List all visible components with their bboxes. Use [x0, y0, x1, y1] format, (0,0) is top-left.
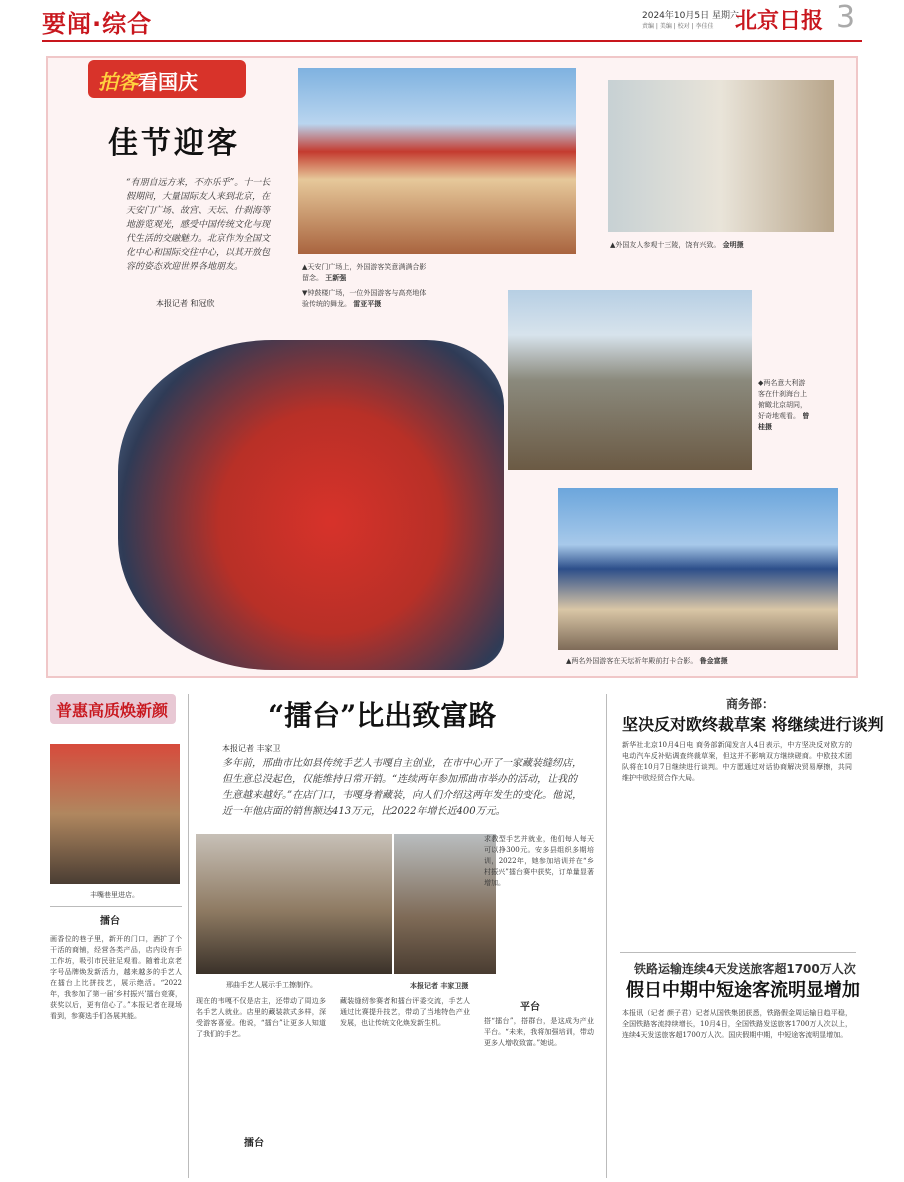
- photo-hutong-rooftop: [508, 290, 752, 470]
- main-article-author: 本报记者 丰家卫: [222, 744, 281, 753]
- news1-kicker: 商务部：: [726, 697, 775, 711]
- photo-museum-visitors: [608, 80, 834, 232]
- header-rule: [42, 40, 862, 42]
- page-number: 3: [836, 0, 856, 35]
- issue-date: 2024年10月5日 星期六: [642, 11, 739, 21]
- main-subhead-1: 擂台: [244, 1138, 264, 1149]
- main-col-2: 藏装缝纫参赛者和擂台评委交流，手艺人通过比赛提升技艺，带动了当地特色产业发展，也让传统文化焕发新生机。: [340, 997, 470, 1027]
- photo-tiananmen-group: [298, 68, 576, 254]
- news2-kicker: 铁路运输连续4天发送旅客超1700万人次: [634, 962, 856, 976]
- caption-3: ▲外国友人参观十三陵，饶有兴致。 金明摄: [610, 241, 744, 249]
- caption-1: ▲天安门广场上，外国游客笑意满满合影留念。 王新强: [302, 263, 427, 282]
- caption-4: ◆两名意大利游客在什刹海台上俯瞰北京胡同，好奇地观看。 曾桂摄: [758, 379, 810, 431]
- news-divider: [620, 952, 856, 953]
- feature-brand: [88, 60, 246, 98]
- left-subhead: 擂台: [100, 916, 120, 927]
- caption-2: ▼钟鼓楼广场，一位外国游客与高亮地体验传统的舞龙。 雷亚平摄: [302, 289, 427, 308]
- main-article-lead: 多年前，邢曲市比如县传统手艺人韦嘎自主创业，在市中心开了一家藏装缝纫店，但生意总没起色，仅能维持日常开销。“连续两年参加邢曲市举办的活动，让我的生意越来越好。”在店门口，韦嘎身着藏装，向人们介绍这两年发生的变化。他说，近一年他店面的销售额达413万元，比2022年增长近400万元。: [222, 758, 583, 817]
- section-title: 要闻·综合: [42, 10, 153, 38]
- main-photo-caption-1: 邢曲手艺人展示手工擦制作。: [226, 981, 317, 989]
- left-photo-caption: 丰嘴巷里进店。: [90, 891, 139, 899]
- main-subhead-2: 平台: [520, 1002, 540, 1013]
- section-banner: 普惠高质焕新颜: [50, 694, 176, 724]
- photo-artisans-group: [394, 834, 496, 974]
- brand-label-a: 拍客: [98, 70, 138, 94]
- main-photo-caption-2: 本报记者 丰家卫摄: [410, 981, 469, 990]
- news2-body: 本报讯（记者 颜子君）记者从国铁集团获悉，铁路假金周运输日趋平稳，全国铁路客流持续增长，10月4日，全国铁路发送旅客1700万人次以上，连续4天发送旅客超1700万人次。国庆假期中期，中短途客流明显增加。: [622, 1009, 852, 1039]
- feature-byline: 本报记者 和冠欣: [156, 299, 215, 308]
- editors-line: 责编 | 美编 | 校对 | 李佳佳: [642, 23, 714, 30]
- main-col-1: 现在的韦嘎不仅是店主，还带动了周边多名手艺人就业。店里的藏装款式多样，深受游客喜爱。他说，“擂台”让更多人知道了我们的手艺。: [196, 997, 326, 1038]
- main-article-title: “擂台”比出致富路: [268, 699, 497, 732]
- photo-costume-shop: [50, 744, 180, 884]
- caption-5: ▲两名外国游客在天坛祈年殿前打卡合影。 鲁金富摄: [566, 657, 728, 665]
- left-body: 画香位的巷子里，新开的门口，酒扩了个干活的商铺，经营各类产品，店内设有手工作坊，吸引市民驻足观看。随着北京老字号品牌焕发新活力，越来越多的手艺人在擂台上比拼技艺，展示绝活。“2022年，我参加了第一届‘乡村振兴’擂台竞赛，获奖以后，更有信心了。”本报记者在现场看到，参赛选手们各展其能。: [50, 935, 182, 1020]
- left-rule: [50, 906, 182, 907]
- news1-title: 坚决反对欧终裁草案 将继续进行谈判: [622, 715, 884, 734]
- paper-name: 北京日报: [735, 8, 824, 34]
- main-col-3: 求教型手艺并就业，他们每人每天可以挣300元。安多县组织多期培训，2022年，她参加培训并在“乡村振兴”擂台赛中获奖，订单量显著增加。: [484, 835, 594, 887]
- brand-label-b: 看国庆: [138, 70, 198, 94]
- main-col-4: 搭“擂台”，搭群台，是这成为产业平台。“未来，我将加强培训，带动更多人增收致富。”她说。: [484, 1017, 594, 1047]
- news2-title: 假日中期中短途客流明显增加: [626, 980, 860, 1001]
- photo-temple-of-heaven: [558, 488, 838, 650]
- photo-artisan-at-work: [196, 834, 392, 974]
- col-divider-1: [188, 694, 189, 1178]
- photo-dragon-dance: [118, 340, 504, 670]
- news1-body: 新华社北京10月4日电 商务部新闻发言人4日表示，中方坚决反对欧方的电动汽车反补贴调查终裁草案，但这并不影响双方继续磋商。中欧技术团队将在10月7日继续进行谈判。中方愿通过对话协商解决贸易摩擦，共同维护中欧经贸合作大局。: [622, 741, 852, 782]
- feature-lead: “有朋自远方来，不亦乐乎”。十一长假期间，大量国际友人来到北京，在天安门广场、故宫、天坛、什刹海等地游览观光，感受中国传统文化与现代生活的交融魅力。北京作为全国文化中心和国际交往中心，以其开放包容的姿态欢迎世界各地朋友。: [126, 178, 271, 272]
- col-divider-2: [606, 694, 607, 1178]
- feature-title: 佳节迎客: [108, 126, 240, 161]
